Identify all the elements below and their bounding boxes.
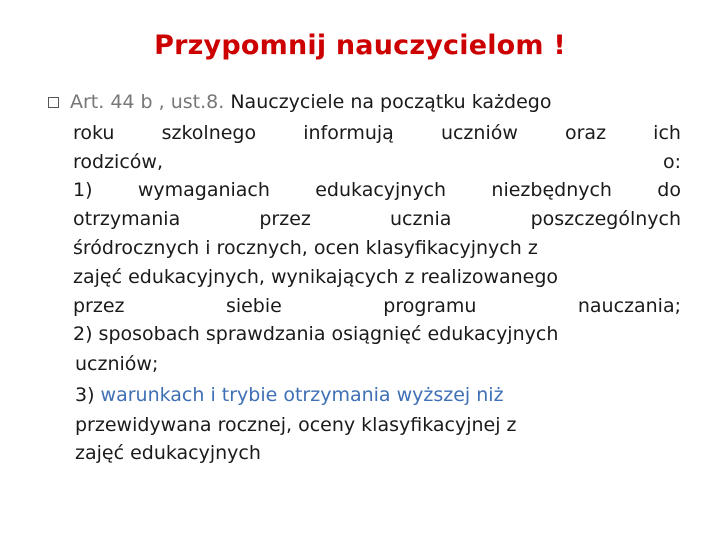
word: szkolnego [161, 122, 257, 144]
word: siebie [225, 295, 282, 317]
word: poszczególnych [530, 208, 681, 230]
word: nauczania; [577, 295, 681, 317]
word: przez [259, 208, 311, 230]
text-line-1 [70, 90, 551, 114]
word: wymaganiach [137, 179, 270, 201]
word: edukacyjnych [315, 179, 447, 201]
word: ich [653, 122, 681, 144]
text-line-8 [73, 294, 681, 318]
word: do [657, 179, 681, 201]
legal-reference: Art. 44 b , ust.8. [70, 91, 225, 113]
text-line-5 [73, 207, 681, 231]
text-line-10: uczniów; [75, 353, 159, 375]
word: roku [73, 122, 115, 144]
text-line-4 [73, 178, 681, 202]
word: 1) [73, 179, 93, 201]
item-3-prefix: 3) [75, 384, 101, 406]
word: niezbędnych [491, 179, 612, 201]
word: programu [383, 295, 477, 317]
word: rodziców, [73, 151, 163, 173]
text-line-7: zajęć edukacyjnych, wynikających z realizowanego [73, 266, 559, 288]
text-line-13: zajęć edukacyjnych [75, 442, 261, 464]
word: otrzymania [73, 208, 181, 230]
highlighted-text: warunkach i trybie otrzymania wyższej niż [100, 384, 504, 406]
word: ucznia [390, 208, 452, 230]
square-bullet-icon [48, 97, 59, 108]
text-line-2 [73, 121, 681, 145]
intro-text: Nauczyciele na początku każdego [230, 91, 552, 113]
word: oraz [565, 122, 607, 144]
text-line-9: 2) sposobach sprawdzania osiągnięć edukacyjnych [73, 323, 559, 345]
word: uczniów [440, 122, 518, 144]
slide-title: Przypomnij nauczycielom ! [154, 30, 566, 61]
text-line-11 [75, 383, 504, 407]
word: o: [662, 151, 681, 173]
word: przez [73, 295, 125, 317]
text-line-12: przewidywana rocznej, oceny klasyfikacyjnej z [75, 414, 517, 436]
text-line-3 [73, 150, 681, 174]
text-line-6: śródrocznych i rocznych, ocen klasyfikacyjnych z [73, 237, 538, 259]
word: informują [303, 122, 394, 144]
